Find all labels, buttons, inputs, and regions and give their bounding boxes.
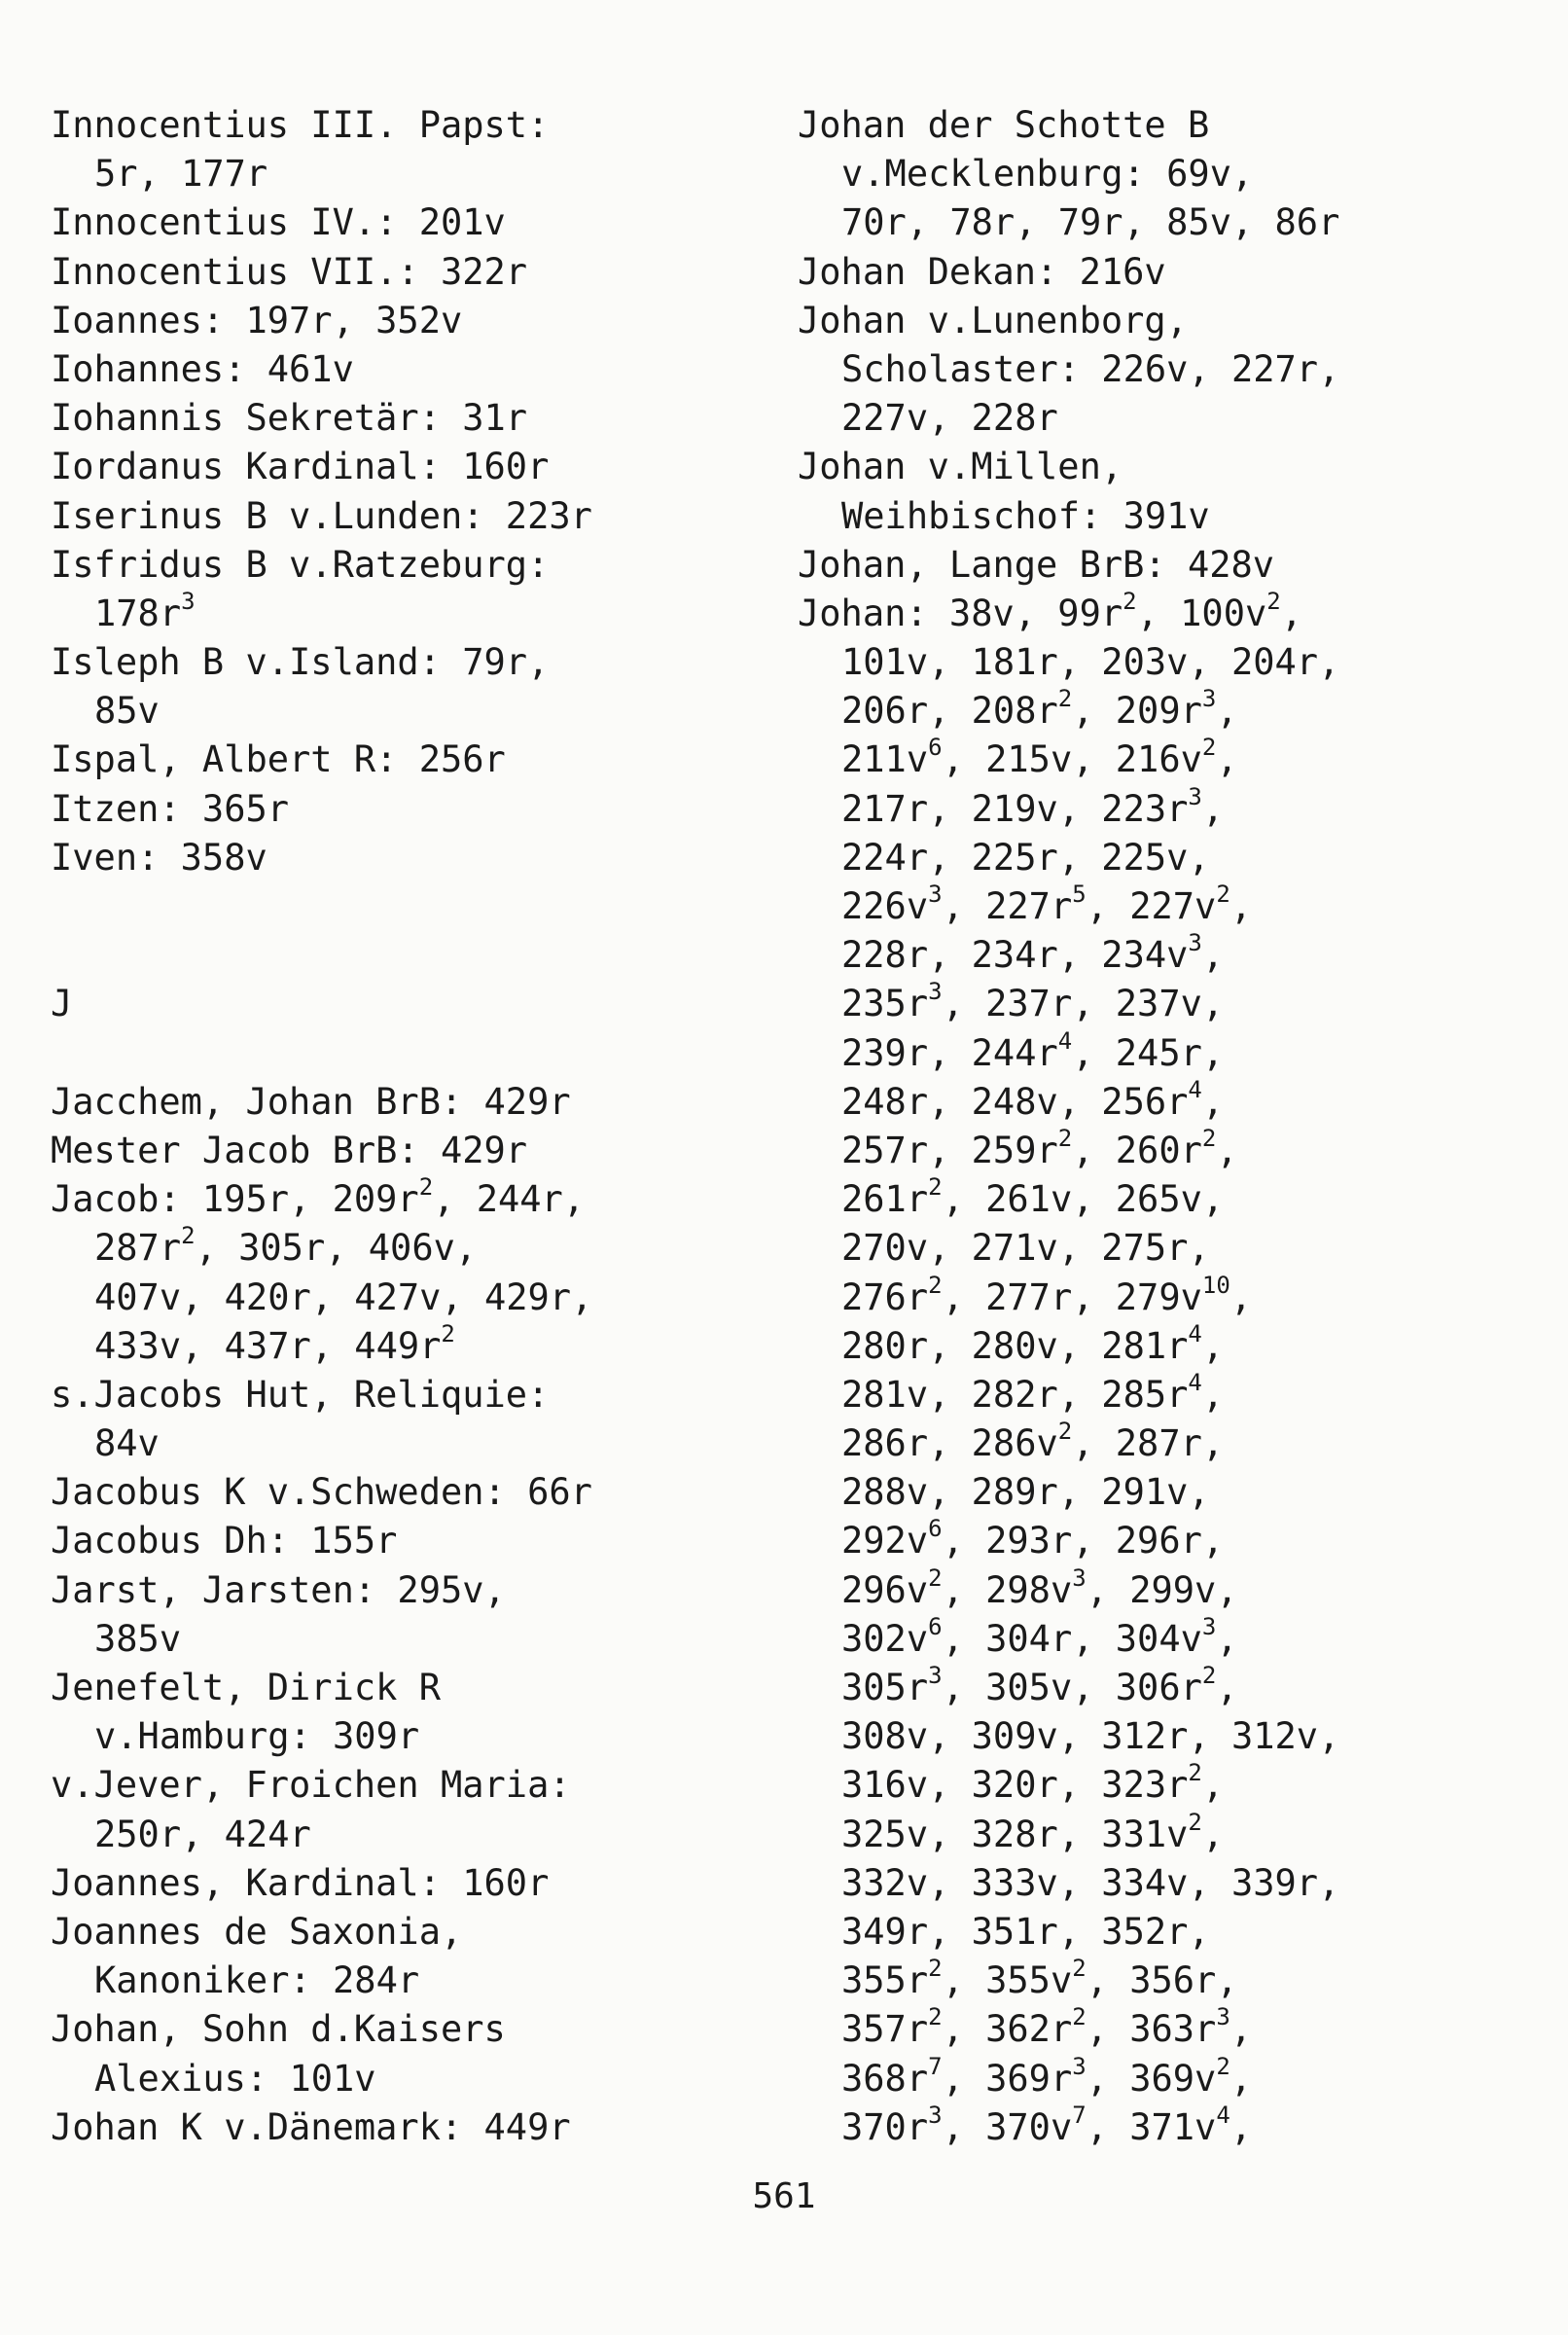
- index-entry-line: Johan, Lange BrB: 428v: [798, 543, 1275, 586]
- index-entry-line: $357r^2$, $362r^2$, $363r^3$,: [841, 2003, 1253, 2051]
- index-entry-line: 101v, 181r, 203v, 204r,: [841, 641, 1340, 684]
- index-entry-line: 385v: [94, 1617, 182, 1660]
- index-entry-line: Innocentius IV.: 201v: [51, 201, 506, 244]
- index-entry-line: 239r, $244r^4$, 245r,: [841, 1026, 1225, 1074]
- index-entry-line: Jarst, Jarsten: 295v,: [51, 1568, 506, 1611]
- index-entry-line: 5r, 177r: [94, 153, 268, 196]
- index-entry-line: $355r^2$, $355v^2$, 356r,: [841, 1955, 1238, 2002]
- index-entry-line: Mester Jacob BrB: 429r: [51, 1129, 528, 1171]
- index-entry-line: $276r^2$, 277r, $279v^{10}$,: [841, 1271, 1253, 1318]
- index-entry-line: Johan, Sohn d.Kaisers: [51, 2008, 506, 2051]
- index-entry-line: Iohannis Sekretär: 31r: [51, 397, 528, 440]
- index-entry-line: 257r, $259r^2$, $260r^2$,: [841, 1124, 1238, 1171]
- index-entry-line: Kanoniker: 284r: [94, 1959, 420, 2002]
- index-entry-line: 250r, 424r: [94, 1813, 311, 1855]
- index-entry-line: $305r^3$, 305v, $306r^2$,: [841, 1662, 1238, 1708]
- index-entry-line: Johan v.Millen,: [798, 446, 1123, 488]
- index-entry-line: Jacob: 195r, $209r^2$, 244r,: [51, 1173, 586, 1221]
- index-entry-line: Weihbischof: 391v: [841, 494, 1210, 537]
- index-entry-line: Scholaster: 226v, 227r,: [841, 347, 1340, 390]
- index-entry-line: 85v: [94, 690, 160, 733]
- blank-line: [51, 1029, 592, 1078]
- index-entry-line: 286r, $286v^2$, 287r,: [841, 1418, 1225, 1465]
- index-entry-line: v.Hamburg: 309r: [94, 1715, 420, 1758]
- index-entry-line: 206r, $208r^2$, $209r^3$,: [841, 685, 1238, 733]
- index-entry-line: Johan K v.Dänemark: 449r: [51, 2105, 571, 2148]
- page-number: 561: [752, 2176, 816, 2216]
- index-entry-line: v.Mecklenburg: 69v,: [841, 153, 1254, 196]
- index-entry-line: Isfridus B v.Ratzeburg:: [51, 543, 550, 586]
- index-entry-line: s.Jacobs Hut, Reliquie:: [51, 1373, 550, 1416]
- blank-line: [51, 931, 592, 980]
- index-entry-line: 325v, 328r, $331v^2$,: [841, 1808, 1225, 1855]
- index-column-right: [798, 101, 1339, 2152]
- index-entry-line: $178r^3$: [94, 587, 196, 634]
- index-entry-line: $292v^6$, 293r, 296r,: [841, 1515, 1225, 1563]
- index-entry-line: Innocentius III. Papst:: [51, 104, 550, 146]
- index-entry-line: 84v: [94, 1422, 160, 1465]
- index-entry-line: Isleph B v.Island: 79r,: [51, 641, 550, 684]
- index-entry-line: Jacchem, Johan BrB: 429r: [51, 1080, 571, 1123]
- index-entry-line: 332v, 333v, 334v, 339r,: [841, 1861, 1340, 1904]
- index-entry-line: $287r^2$, 305r, 406v,: [94, 1222, 478, 1270]
- index-entry-line: Joannes de Saxonia,: [51, 1910, 463, 1953]
- index-entry-line: 349r, 351r, 352r,: [841, 1910, 1210, 1953]
- index-entry-line: $235r^3$, 237r, 237v,: [841, 978, 1225, 1025]
- index-entry-line: 433v, 437r, $449r^2$: [94, 1319, 455, 1367]
- index-entry-line: Ioannes: 197r, 352v: [51, 299, 463, 341]
- index-entry-line: Johan v.Lunenborg,: [798, 299, 1188, 341]
- index-entry-line: Jacobus K v.Schweden: 66r: [51, 1471, 592, 1514]
- index-entry-line: v.Jever, Froichen Maria:: [51, 1764, 571, 1807]
- index-entry-line: Jenefelt, Dirick R: [51, 1667, 441, 1708]
- index-entry-line: Johan der Schotte B: [798, 104, 1210, 146]
- index-entry-line: Jacobus Dh: 155r: [51, 1520, 398, 1563]
- index-entry-line: 224r, 225r, 225v,: [841, 836, 1210, 879]
- index-entry-line: Johan Dekan: 216v: [798, 250, 1166, 293]
- index-column-left: [51, 101, 592, 2152]
- index-entry-line: 70r, 78r, 79r, 85v, 86r: [841, 201, 1340, 244]
- index-entry-line: Itzen: 365r: [51, 787, 290, 830]
- index-entry-line: Johan: 38v, $99r^2$, $100v^2$,: [798, 587, 1302, 634]
- index-entry-line: $368r^7$, $369r^3$, $369v^2$,: [841, 2052, 1253, 2100]
- index-entry-line: Joannes, Kardinal: 160r: [51, 1861, 550, 1904]
- index-entry-line: Iserinus B v.Lunden: 223r: [51, 494, 592, 537]
- index-entry-line: 248r, 248v, $256r^4$,: [841, 1075, 1225, 1123]
- index-entry-line: 228r, 234r, $234v^3$,: [841, 929, 1225, 977]
- section-letter: J: [51, 983, 73, 1025]
- index-entry-line: 217r, 219v, $223r^3$,: [841, 782, 1225, 830]
- index-entry-line: $370r^3$, $370v^7$, $371v^4$,: [841, 2101, 1253, 2148]
- index-entry-line: Iordanus Kardinal: 160r: [51, 446, 550, 488]
- index-entry-line: Ispal, Albert R: 256r: [51, 738, 506, 781]
- index-entry-line: 288v, 289r, 291v,: [841, 1471, 1210, 1514]
- index-entry-line: Iohannes: 461v: [51, 347, 354, 390]
- index-entry-line: $296v^2$, $298v^3$, 299v,: [841, 1563, 1238, 1611]
- index-entry-line: Alexius: 101v: [94, 2057, 376, 2100]
- index-entry-line: 270v, 271v, 275r,: [841, 1227, 1210, 1270]
- index-entry-line: Iven: 358v: [51, 836, 267, 879]
- index-entry-line: Innocentius VII.: 322r: [51, 250, 528, 293]
- index-entry-line: $302v^6$, 304r, $304v^3$,: [841, 1612, 1238, 1660]
- index-entry-line: 280r, 280v, $281r^4$,: [841, 1319, 1225, 1367]
- index-entry-line: $211v^6$, 215v, $216v^2$,: [841, 734, 1238, 781]
- index-entry-line: $261r^2$, 261v, 265v,: [841, 1173, 1225, 1221]
- index-entry-line: 407v, 420r, 427v, 429r,: [94, 1275, 593, 1318]
- index-entry-line: 308v, 309v, 312r, 312v,: [841, 1715, 1340, 1758]
- index-entry-line: $226v^3$, $227r^5$, $227v^2$,: [841, 880, 1253, 927]
- index-entry-line: 316v, 320r, $323r^2$,: [841, 1759, 1225, 1807]
- index-entry-line: 227v, 228r: [841, 397, 1058, 440]
- blank-line: [51, 882, 592, 931]
- index-entry-line: 281v, 282r, $285r^4$,: [841, 1368, 1225, 1416]
